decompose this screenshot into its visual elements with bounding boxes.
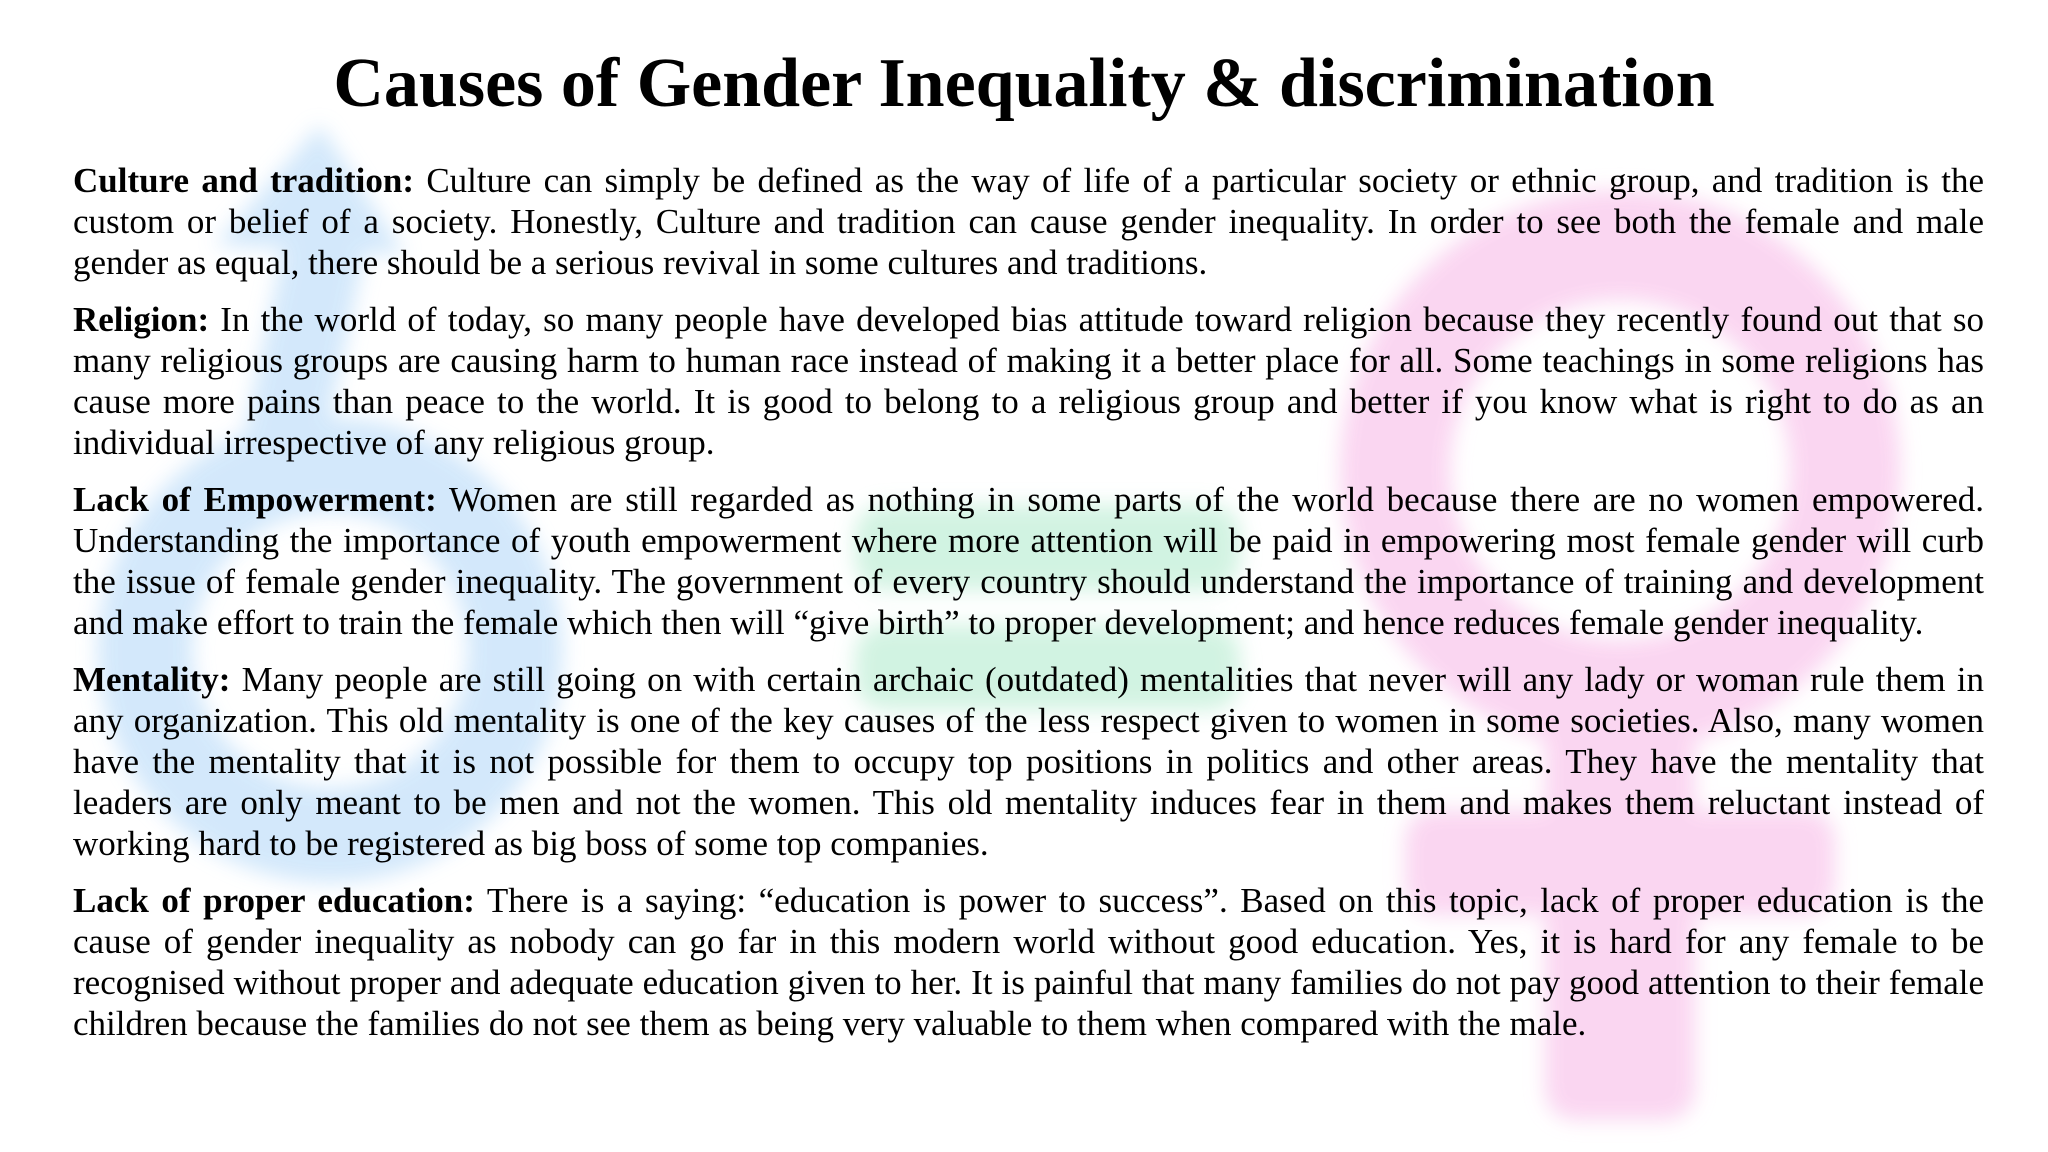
- section-culture-and-tradition: [73, 160, 1984, 283]
- section-text: Women are still regarded as nothing in some parts of the world because there are no women empowered. Understanding the importance of youth empowerment where more attention will be paid in empowering most female gender will curb the issue of female gender inequality. The government of every country should understand the importance of training and development and make effort to train the female which then will “give birth” to proper development; and hence reduces female gender inequality.: [73, 480, 1984, 642]
- section-text: In the world of today, so many people have developed bias attitude toward religion because they recently found out that so many religious groups are causing harm to human race instead of making it a better place for all. Some teachings in some religions has cause more pains than peace to the world. It is good to belong to a religious group and better if you know what is right to do as an individual irrespective of any religious group.: [73, 300, 1984, 462]
- section-text: Culture can simply be defined as the way of life of a particular society or ethnic group, and tradition is the custom or belief of a society. Honestly, Culture and tradition can cause gender inequality. In order to see both the female and male gender as equal, there should be a serious revival in some cultures and traditions.: [73, 161, 1984, 282]
- section-lack-of-proper-education: [73, 880, 1984, 1044]
- slide-title: Causes of Gender Inequality & discrimination: [333, 45, 1715, 122]
- section-heading: Lack of Empowerment:: [73, 480, 437, 519]
- section-mentality: [73, 659, 1984, 864]
- section-heading: Religion:: [73, 300, 210, 339]
- section-heading: Lack of proper education:: [73, 881, 475, 920]
- section-lack-of-empowerment: [73, 479, 1984, 643]
- slide-body: [73, 160, 1984, 1060]
- section-heading: Mentality:: [73, 660, 231, 699]
- section-text: Many people are still going on with certain archaic (outdated) mentalities that never will any lady or woman rule them in any organization. This old mentality is one of the key causes of the less respect given to women in some societies. Also, many women have the mentality that it is not possible for them to occupy top positions in politics and other areas. They have the mentality that leaders are only meant to be men and not the women. This old mentality induces fear in them and makes them reluctant instead of working hard to be registered as big boss of some top companies.: [73, 660, 1984, 863]
- section-heading: Culture and tradition:: [73, 161, 414, 200]
- section-text: There is a saying: “education is power to success”. Based on this topic, lack of proper education is the cause of gender inequality as nobody can go far in this modern world without good education. Yes, it is hard for any female to be recognised without proper and adequate education given to her. It is painful that many families do not pay good attention to their female children because the families do not see them as being very valuable to them when compared with the male.: [73, 881, 1984, 1043]
- section-religion: [73, 299, 1984, 463]
